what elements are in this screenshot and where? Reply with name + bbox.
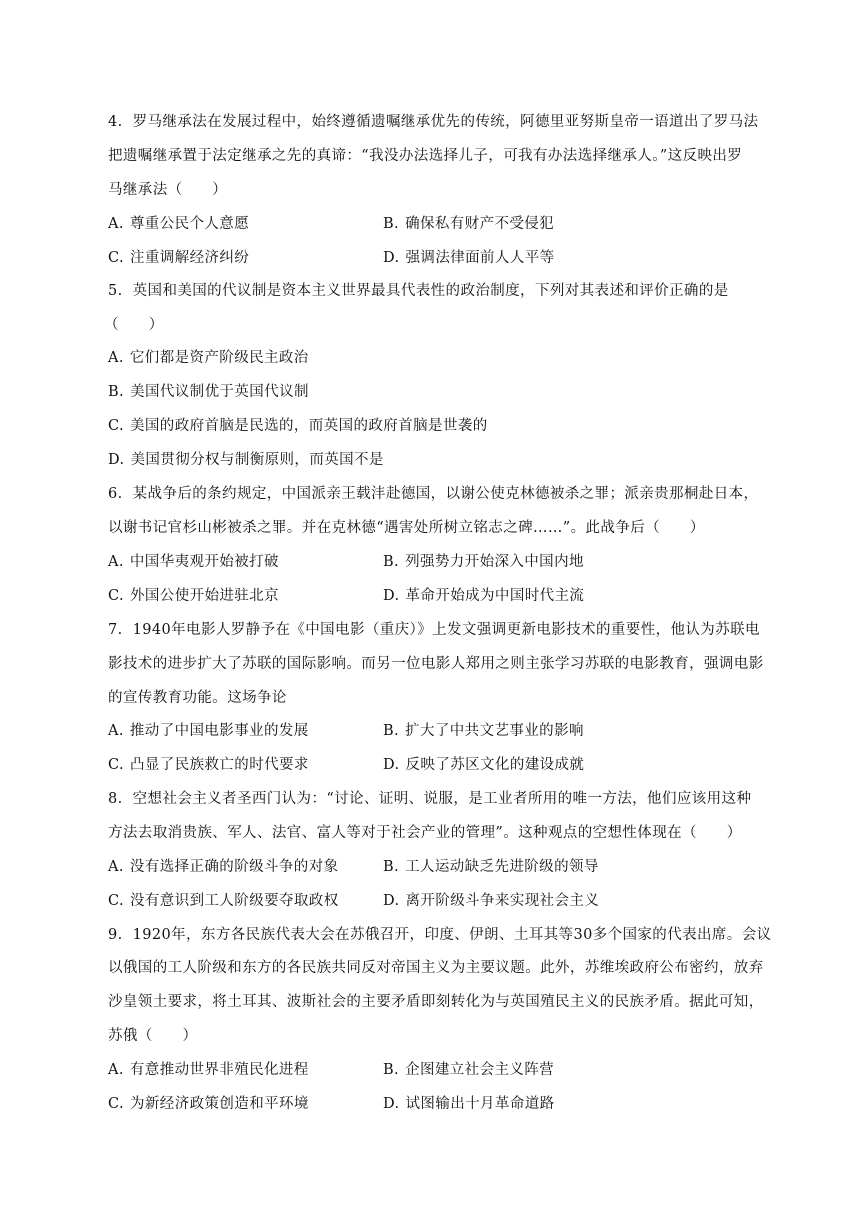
question-5-line-1: 5. 英国和美国的代议制是资本主义世界最具代表性的政治制度，下列对其表述和评价正确的是 (108, 283, 729, 299)
question-8-option-c[interactable]: C. 没有意识到工人阶级要夺取政权 (108, 893, 339, 909)
question-9-number: 9. (108, 927, 123, 943)
question-9-line-2: 以俄国的工人阶级和东方的各民族共同反对帝国主义为主要议题。此外，苏维埃政府公布密约，放弃 (108, 960, 764, 976)
question-8-option-a[interactable]: A. 没有选择正确的阶级斗争的对象 (108, 859, 339, 875)
question-4-option-c[interactable]: C. 注重调解经济纠纷 (108, 250, 250, 266)
question-8-number: 8. (108, 791, 123, 807)
question-4-option-a[interactable]: A. 尊重公民个人意愿 (108, 216, 250, 232)
question-7-option-a[interactable]: A. 推动了中国电影事业的发展 (108, 723, 309, 739)
question-6-option-b[interactable]: B. 列强势力开始深入中国内地 (383, 554, 584, 570)
question-7-line-3: 的宣传教育功能。这场争论 (108, 690, 287, 706)
question-5-line-2: （ ） (104, 317, 164, 333)
question-4-line-2: 把遗嘱继承置于法定继承之先的真谛：“我没办法选择儿子，可我有办法选择继承人。”这反映出罗 (108, 148, 743, 164)
question-6-line-1: 6. 某战争后的条约规定，中国派亲王载沣赴德国，以谢公使克林德被杀之罪；派亲贵那桐赴日本， (108, 486, 759, 502)
question-6-option-c[interactable]: C. 外国公使开始进驻北京 (108, 588, 279, 604)
question-7-option-c[interactable]: C. 凸显了民族救亡的时代要求 (108, 757, 309, 773)
question-6-number: 6. (108, 486, 123, 502)
question-9-option-c[interactable]: C. 为新经济政策创造和平环境 (108, 1096, 309, 1112)
question-5-option-c[interactable]: C. 美国的政府首脑是民选的，而英国的政府首脑是世袭的 (108, 418, 488, 434)
question-6-option-a[interactable]: A. 中国华夷观开始被打破 (108, 554, 279, 570)
question-5-option-a[interactable]: A. 它们都是资产阶级民主政治 (108, 350, 309, 366)
question-5-option-b[interactable]: B. 美国代议制优于英国代议制 (108, 384, 309, 400)
question-7-option-d[interactable]: D. 反映了苏区文化的建设成就 (383, 757, 585, 773)
question-7-option-b[interactable]: B. 扩大了中共文艺事业的影响 (383, 723, 584, 739)
question-9-line-3: 沙皇领土要求，将土耳其、波斯社会的主要矛盾即刻转化为与英国殖民主义的民族矛盾。据此可知， (108, 994, 764, 1010)
question-6-option-d[interactable]: D. 革命开始成为中国时代主流 (383, 588, 585, 604)
question-8-option-d[interactable]: D. 离开阶级斗争来实现社会主义 (383, 893, 600, 909)
question-6-line-2: 以谢书记官杉山彬被杀之罪。并在克林德“遇害处所树立铭志之碑……”。此战争后（ ） (108, 520, 705, 536)
question-4-number: 4. (108, 114, 123, 130)
question-7-number: 7. (108, 622, 123, 638)
question-8-line-1: 8. 空想社会主义者圣西门认为：“讨论、证明、说服，是工业者所用的唯一方法，他们应该用这种 (108, 791, 752, 807)
question-9-line-1: 9. 1920年，东方各民族代表大会在苏俄召开，印度、伊朗、土耳其等30多个国家的代表出席。会议 (108, 927, 772, 943)
question-9-line-4: 苏俄（ ） (108, 1028, 198, 1044)
question-4-option-b[interactable]: B. 确保私有财产不受侵犯 (383, 216, 555, 232)
question-7-line-2: 影技术的进步扩大了苏联的国际影响。而另一位电影人郑用之则主张学习苏联的电影教育，强调电影 (108, 656, 764, 672)
question-8-option-b[interactable]: B. 工人运动缺乏先进阶级的领导 (383, 859, 599, 875)
question-7-line-1: 7. 1940年电影人罗静予在《中国电影（重庆）》上发文强调更新电影技术的重要性，他认为苏联电 (108, 622, 760, 638)
question-5-option-d[interactable]: D. 美国贯彻分权与制衡原则，而英国不是 (108, 452, 384, 468)
question-9-option-a[interactable]: A. 有意推动世界非殖民化进程 (108, 1062, 309, 1078)
question-4-option-d[interactable]: D. 强调法律面前人人平等 (383, 250, 555, 266)
question-4-line-1: 4. 罗马继承法在发展过程中，始终遵循遗嘱继承优先的传统，阿德里亚努斯皇帝一语道出了罗马法 (108, 114, 759, 130)
question-4-line-3: 马继承法（ ） (108, 182, 228, 198)
question-9-option-d[interactable]: D. 试图输出十月革命道路 (383, 1096, 555, 1112)
question-9-option-b[interactable]: B. 企图建立社会主义阵营 (383, 1062, 555, 1078)
question-8-line-2: 方法去取消贵族、军人、法官、富人等对于社会产业的管理”。这种观点的空想性体现在（ ） (108, 825, 742, 841)
question-5-number: 5. (108, 283, 123, 299)
